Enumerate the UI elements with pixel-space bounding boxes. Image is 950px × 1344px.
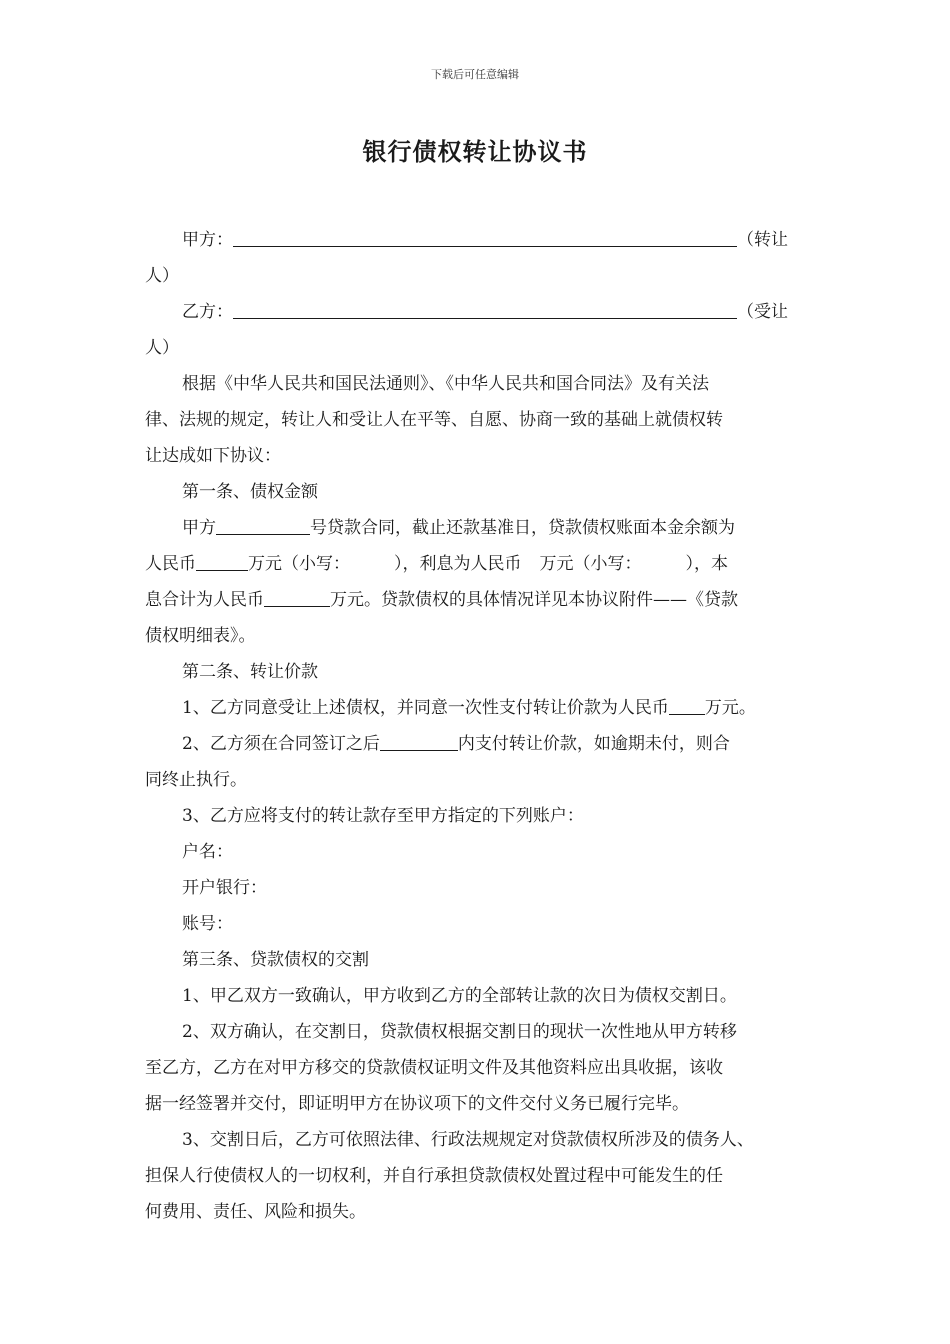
article-2-line: 同终止执行。: [145, 770, 247, 790]
article-1-line: [145, 510, 825, 546]
preamble-line: 让达成如下协议：: [145, 446, 281, 466]
article-3-line: 据一经签署并交付，即证明甲方在协议项下的文件交付义务已履行完毕。: [145, 1094, 689, 1114]
text-span: 息合计为人民币: [145, 590, 264, 610]
total-blank: [264, 584, 330, 607]
article-2-line: [145, 726, 825, 762]
article-3-line: 3、交割日后，乙方可依照法律、行政法规规定对贷款债权所涉及的债务人、: [182, 1130, 754, 1150]
article-3-line: 担保人行使债权人的一切权利，并自行承担贷款债权处置过程中可能发生的任: [145, 1166, 723, 1186]
text-span: 万元。: [704, 698, 756, 718]
text-span: 甲方: [182, 518, 216, 538]
account-name-label: 户名：: [182, 842, 233, 862]
principal-blank: [196, 548, 248, 571]
deadline-blank: [380, 728, 458, 751]
preamble-line: 律、法规的规定，转让人和受让人在平等、自愿、协商一致的基础上就债权转: [145, 410, 723, 430]
party-a-line: [145, 222, 825, 258]
text-span: 人民币: [145, 554, 196, 574]
article-1-heading: 第一条、债权金额: [182, 482, 318, 502]
article-1-line: 债权明细表》。: [145, 626, 256, 646]
text-span: 万元（小写：: [539, 554, 642, 574]
text-span: 万元（小写：: [248, 554, 350, 574]
party-a-blank: [233, 224, 737, 247]
article-1-line: [145, 546, 825, 582]
text-span: 内支付转让价款，如逾期未付，则合: [457, 734, 730, 754]
account-no-label: 账号：: [182, 914, 233, 934]
preamble-line: 根据《中华人民共和国民法通则》、《中华人民共和国合同法》及有关法: [182, 374, 709, 394]
document-title: 银行债权转让协议书: [362, 137, 588, 166]
article-3-line: 至乙方，乙方在对甲方移交的贷款债权证明文件及其他资料应出具收据，该收: [145, 1058, 723, 1078]
party-b-label: 乙方：: [182, 302, 233, 322]
text-span: ），利息为人民币: [394, 554, 522, 574]
party-a-label: 甲方：: [182, 230, 233, 250]
article-2-heading: 第二条、转让价款: [182, 662, 318, 682]
party-b-blank: [233, 296, 737, 319]
bank-label: 开户银行：: [182, 878, 267, 898]
price-blank: [669, 692, 705, 715]
contract-no-blank: [216, 512, 310, 535]
text-span: ），本: [685, 554, 728, 574]
text-span: 号贷款合同，截止还款基准日，贷款债权账面本金余额为: [310, 518, 735, 538]
article-3-heading: 第三条、贷款债权的交割: [182, 950, 369, 970]
party-b-line: [145, 294, 825, 330]
article-2-line: [145, 690, 825, 726]
article-2-line: 3、乙方应将支付的转让款存至甲方指定的下列账户：: [182, 806, 584, 826]
text-span: 1、乙方同意受让上述债权，并同意一次性支付转让价款为人民币: [182, 698, 669, 718]
article-3-line: 何费用、责任、风险和损失。: [145, 1202, 366, 1222]
article-1-line: [145, 582, 825, 618]
document-body: [145, 222, 825, 1230]
party-a-suffix: （转让: [737, 230, 788, 250]
text-span: 万元。贷款债权的具体情况详见本协议附件——《贷款: [330, 590, 738, 610]
party-a-line-cont: 人）: [145, 266, 179, 286]
text-span: 2、乙方须在合同签订之后: [182, 734, 380, 754]
party-b-suffix: （受让: [737, 302, 788, 322]
header-note: 下载后可任意编辑: [431, 68, 519, 81]
article-3-line: 1、甲乙双方一致确认，甲方收到乙方的全部转让款的次日为债权交割日。: [182, 986, 737, 1006]
party-b-line-cont: 人）: [145, 338, 179, 358]
article-3-line: 2、双方确认，在交割日，贷款债权根据交割日的现状一次性地从甲方转移: [182, 1022, 737, 1042]
